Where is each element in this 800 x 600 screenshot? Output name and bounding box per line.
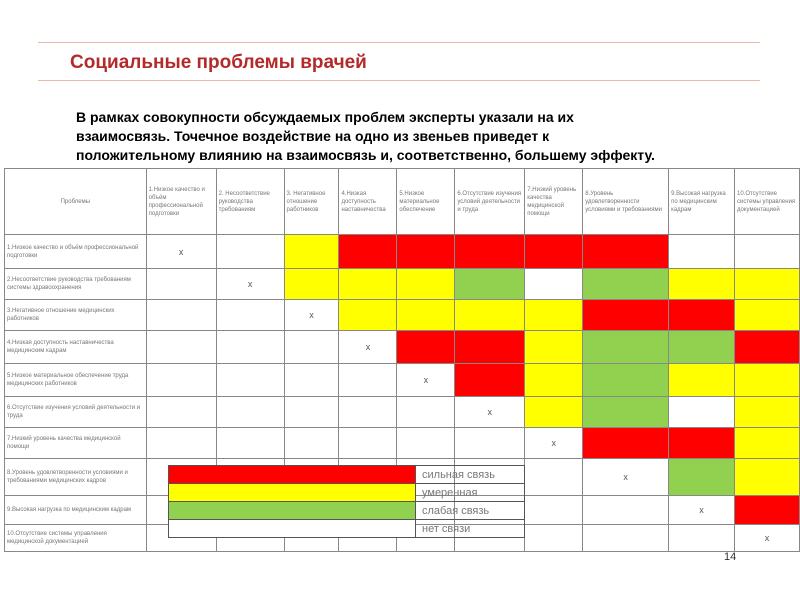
matrix-row-label: 6.Отсутствие изучения условий деятельности и труда — [5, 397, 147, 428]
link-cell — [455, 364, 525, 397]
link-cell — [669, 235, 735, 269]
empty-cell — [583, 496, 669, 525]
link-cell — [734, 331, 799, 364]
legend-label: умеренная — [416, 484, 525, 502]
empty-cell — [216, 364, 284, 397]
empty-cell — [146, 300, 216, 331]
link-cell — [669, 300, 735, 331]
matrix-row — [5, 428, 800, 459]
legend-label: нет связи — [416, 520, 525, 538]
legend-swatch — [169, 484, 416, 502]
link-cell — [734, 459, 799, 496]
link-cell — [669, 397, 735, 428]
link-cell — [583, 397, 669, 428]
link-cell — [397, 331, 455, 364]
empty-cell — [284, 428, 339, 459]
matrix-column-header: 1.Низкое качество и объём профессиональной подготовки — [146, 169, 216, 235]
empty-cell — [525, 525, 583, 552]
empty-cell — [525, 459, 583, 496]
matrix-corner-header: Проблемы — [5, 169, 147, 235]
link-cell — [734, 496, 799, 525]
matrix-row-label: 2.Несоответствие руководства требованиям системы здравоохранения — [5, 269, 147, 300]
matrix-row-label: 4.Низкая доступность наставничества медицинским кадрам — [5, 331, 147, 364]
matrix-row — [5, 331, 800, 364]
empty-cell — [284, 364, 339, 397]
link-cell — [583, 428, 669, 459]
empty-cell — [339, 397, 397, 428]
link-cell — [583, 331, 669, 364]
legend-swatch — [169, 502, 416, 520]
link-cell — [583, 300, 669, 331]
legend — [168, 465, 525, 538]
legend-row — [169, 484, 525, 502]
empty-cell — [146, 269, 216, 300]
legend-label: сильная связь — [416, 466, 525, 484]
diagonal-mark: x — [669, 496, 735, 525]
matrix-row-label: 1.Низкое качество и объём профессиональной подготовки — [5, 235, 147, 269]
link-cell — [339, 269, 397, 300]
empty-cell — [284, 397, 339, 428]
link-cell — [583, 235, 669, 269]
title-rule — [38, 80, 760, 81]
empty-cell — [284, 331, 339, 364]
matrix-column-header: 7.Низкий уровень качества медицинской помощи — [525, 169, 583, 235]
link-cell — [339, 300, 397, 331]
link-cell — [734, 269, 799, 300]
link-cell — [669, 428, 735, 459]
link-cell — [455, 331, 525, 364]
matrix-row — [5, 364, 800, 397]
matrix-row — [5, 269, 800, 300]
link-cell — [455, 235, 525, 269]
link-cell — [669, 331, 735, 364]
link-cell — [669, 364, 735, 397]
matrix-row-label: 5.Низкое материальное обеспечение труда медицинских работников — [5, 364, 147, 397]
intro-line: положительному влиянию на взаимосвязь и, соответственно, большему эффекту. — [76, 147, 655, 163]
diagonal-mark: x — [583, 459, 669, 496]
diagonal-mark: x — [525, 428, 583, 459]
link-cell — [455, 269, 525, 300]
matrix-column-header: 5.Низкое материальное обеспечение — [397, 169, 455, 235]
diagonal-mark: x — [216, 269, 284, 300]
intro-line: взаимосвязь. Точечное воздействие на одно из звеньев приведет к — [76, 128, 550, 144]
matrix-column-header: 3. Негативное отношение работников — [284, 169, 339, 235]
matrix-row-label: 9.Высокая нагрузка по медицинским кадрам — [5, 496, 147, 525]
empty-cell — [397, 397, 455, 428]
legend-swatch — [169, 520, 416, 538]
link-cell — [525, 235, 583, 269]
page-number: 14 — [724, 551, 737, 563]
legend-row — [169, 466, 525, 484]
link-cell — [284, 235, 339, 269]
empty-cell — [669, 525, 735, 552]
link-cell — [525, 331, 583, 364]
link-cell — [669, 269, 735, 300]
link-cell — [734, 397, 799, 428]
empty-cell — [146, 397, 216, 428]
link-cell — [216, 235, 284, 269]
link-cell — [339, 235, 397, 269]
link-cell — [734, 428, 799, 459]
diagonal-mark: x — [284, 300, 339, 331]
matrix-column-header: 4.Низкая доступность наставничества — [339, 169, 397, 235]
matrix-row-label: 3.Негативное отношение медицинских работников — [5, 300, 147, 331]
link-cell — [525, 269, 583, 300]
empty-cell — [216, 397, 284, 428]
matrix-column-header: 10.Отсутствие системы управления документацией — [734, 169, 799, 235]
matrix-row-label: 8.Уровень удовлетворенности условиями и требованиями медицинских кадров — [5, 459, 147, 496]
legend-label: слабая связь — [416, 502, 525, 520]
matrix-row — [5, 235, 800, 269]
link-cell — [669, 459, 735, 496]
link-cell — [525, 364, 583, 397]
matrix-column-header: 9.Высокая нагрузка по медицинским кадрам — [669, 169, 735, 235]
link-cell — [734, 300, 799, 331]
slide-title: Социальные проблемы врачей — [70, 52, 367, 73]
diagonal-mark: x — [397, 364, 455, 397]
empty-cell — [216, 331, 284, 364]
matrix-row — [5, 300, 800, 331]
link-cell — [583, 269, 669, 300]
empty-cell — [216, 300, 284, 331]
matrix-column-header: 2. Несоответствие руководства требованиям — [216, 169, 284, 235]
empty-cell — [146, 428, 216, 459]
matrix-column-header: 8.Уровень удовлетворенности условиями и требованиями — [583, 169, 669, 235]
empty-cell — [397, 428, 455, 459]
empty-cell — [339, 364, 397, 397]
diagonal-mark: x — [339, 331, 397, 364]
matrix-row-label: 10.Отсутствие системы управления медицинской документацией — [5, 525, 147, 552]
top-rule — [38, 42, 760, 43]
empty-cell — [455, 428, 525, 459]
empty-cell — [583, 525, 669, 552]
link-cell — [525, 397, 583, 428]
empty-cell — [146, 364, 216, 397]
legend-row — [169, 502, 525, 520]
link-cell — [397, 300, 455, 331]
intro-line: В рамках совокупности обсуждаемых проблем эксперты указали на их — [76, 109, 574, 125]
matrix-header-row — [5, 169, 800, 235]
legend-swatch — [169, 466, 416, 484]
link-cell — [734, 364, 799, 397]
link-cell — [397, 269, 455, 300]
intro-paragraph — [76, 108, 766, 165]
diagonal-mark: x — [455, 397, 525, 428]
link-cell — [583, 364, 669, 397]
link-cell — [455, 300, 525, 331]
diagonal-mark: x — [146, 235, 216, 269]
legend-row — [169, 520, 525, 538]
matrix-row-label: 7.Низкий уровень качества медицинской помощи — [5, 428, 147, 459]
link-cell — [397, 235, 455, 269]
link-cell — [284, 269, 339, 300]
link-cell — [525, 300, 583, 331]
empty-cell — [339, 428, 397, 459]
matrix-row — [5, 397, 800, 428]
matrix-column-header: 6.Отсутствие изучения условий деятельности и труда — [455, 169, 525, 235]
diagonal-mark: x — [734, 525, 799, 552]
empty-cell — [525, 496, 583, 525]
empty-cell — [146, 331, 216, 364]
link-cell — [734, 235, 799, 269]
empty-cell — [216, 428, 284, 459]
